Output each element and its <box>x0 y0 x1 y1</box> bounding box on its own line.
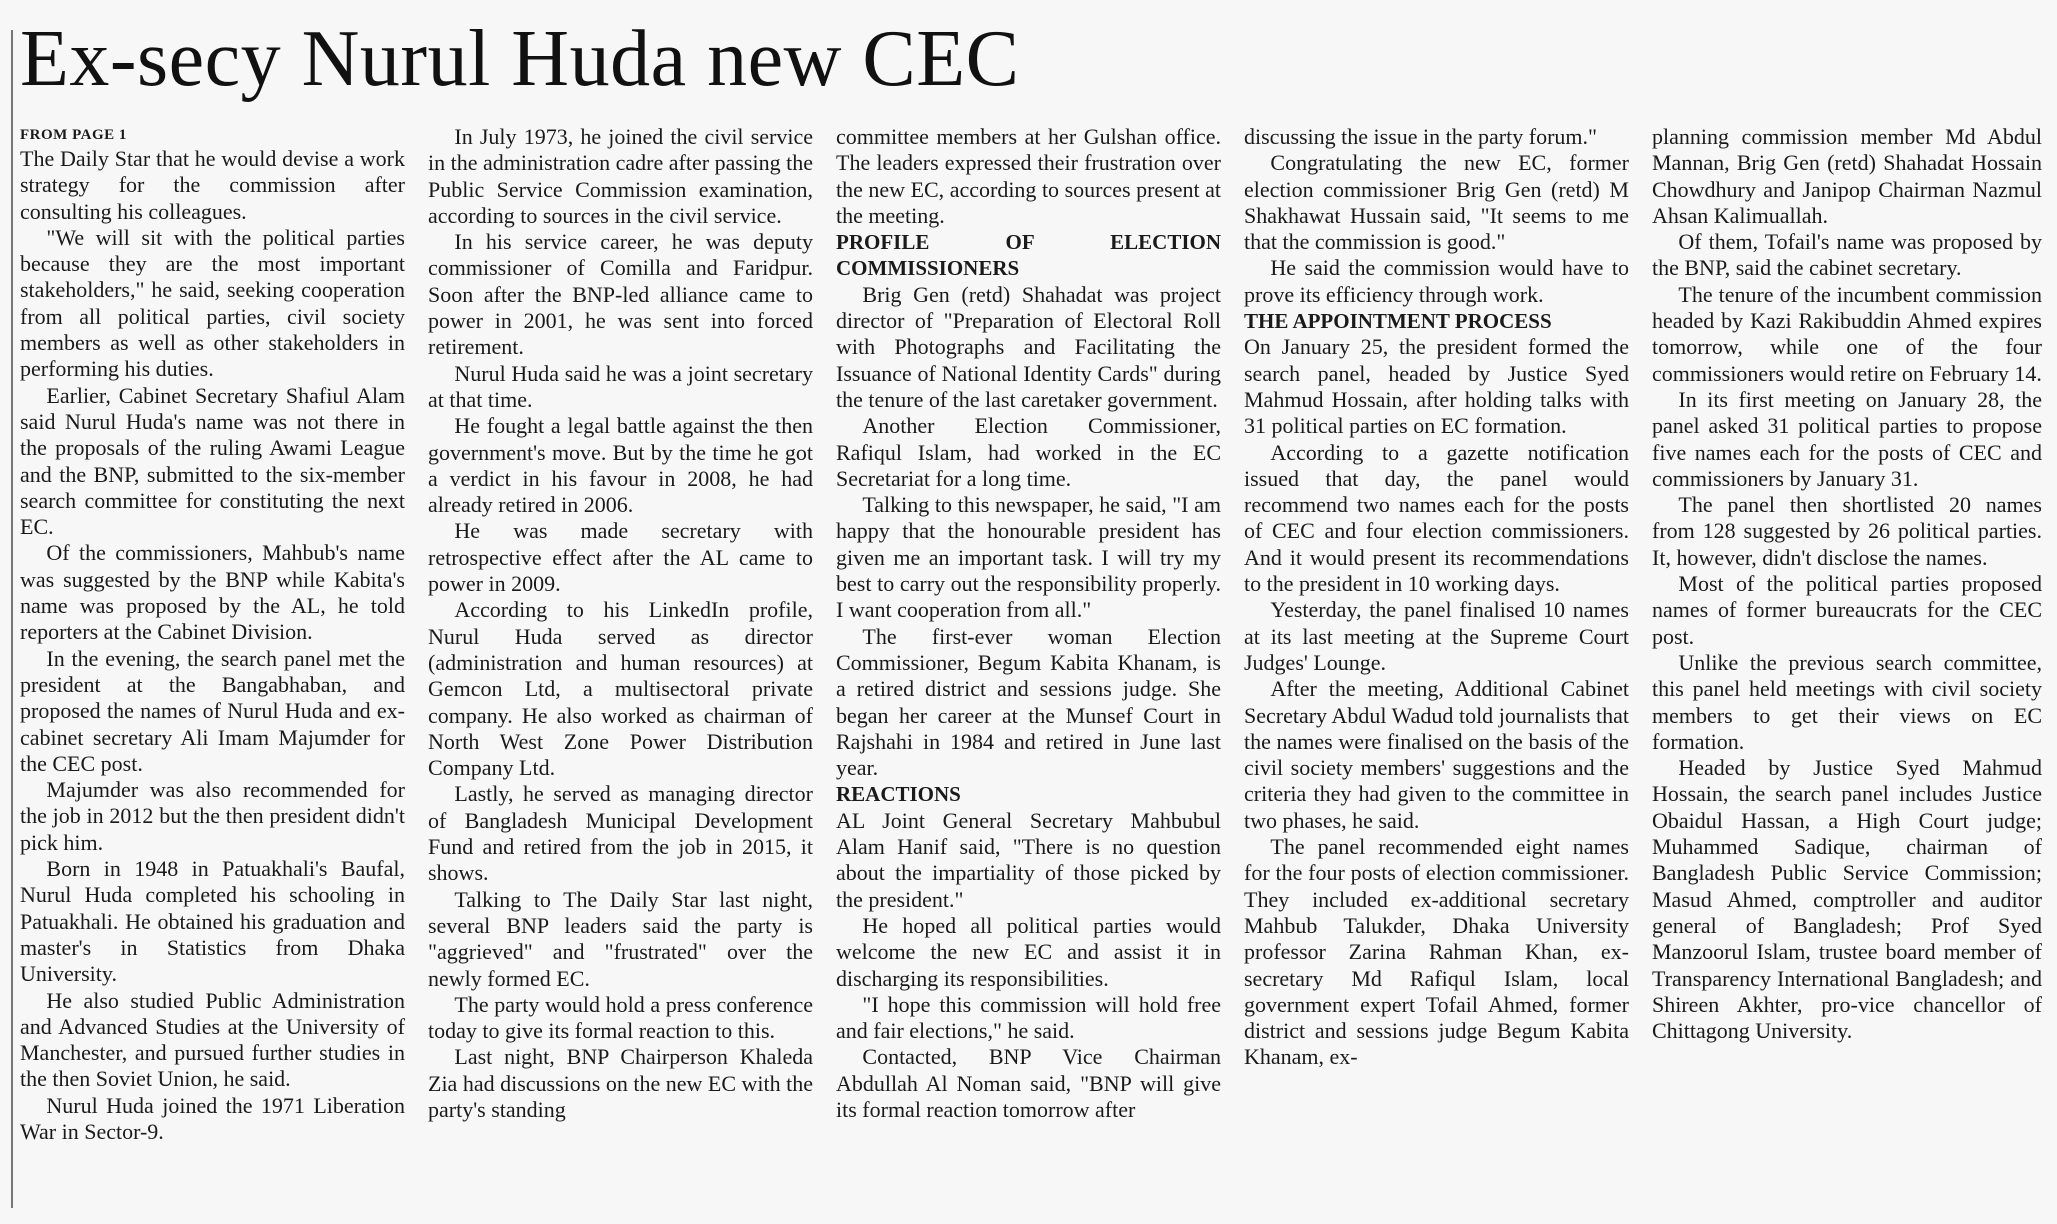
paragraph: After the meeting, Additional Cabinet Secretary Abdul Wadud told journalists that the names were finalised on the basis of the civil society members' suggestions and the criteria they had given to the committee in two phases, he said. <box>1244 676 1629 833</box>
section-heading: REACTIONS <box>836 782 961 807</box>
paragraph: Unlike the previous search committee, this panel held meetings with civil society members to get their views on EC formation. <box>1652 649 2042 754</box>
paragraph: The tenure of the incumbent commission headed by Kazi Rakibuddin Ahmed expires tomorrow, while one of the four commissioners would retire on February 14. <box>1652 281 2042 386</box>
paragraph: discussing the issue in the party forum." <box>1244 124 1597 149</box>
paragraph: He hoped all political parties would welcome the new EC and assist it in discharging its responsibilities. <box>836 912 1221 991</box>
article-column-2 <box>428 124 813 1204</box>
paragraph: Contacted, BNP Vice Chairman Abdullah Al Noman said, "BNP will give its formal reaction tomorrow after <box>836 1044 1221 1122</box>
paragraph: Born in 1948 in Patuakhali's Baufal, Nurul Huda completed his schooling in Patuakhali. He obtained his graduation and master's in Statistics from Dhaka University. <box>20 856 405 987</box>
paragraph: "I hope this commission will hold free and fair elections," he said. <box>836 991 1221 1044</box>
paragraph: Yesterday, the panel finalised 10 names at its last meeting at the Supreme Court Judges' Lounge. <box>1244 597 1629 675</box>
section-heading: PROFILE OF ELECTION COMMISSIONERS <box>836 230 1221 281</box>
paragraph: Brig Gen (retd) Shahadat was project director of "Preparation of Electoral Roll with Photographs and Facilitating the Issuance of National Identity Cards" during the tenure of the last caretaker government. <box>836 281 1221 412</box>
paragraph: The panel recommended eight names for the four posts of election commissioner. They included ex-additional secretary Mahbub Talukder, Dhaka University professor Zarina Rahman Khan, ex-secretary Md Rafiqul Islam, local government expert Tofail Ahmed, former district and sessions judge Begum Kabita Khanam, ex- <box>1244 834 1629 1070</box>
page-continuation-kicker: FROM PAGE 1 <box>20 127 127 143</box>
paragraph: AL Joint General Secretary Mahbubul Alam Hanif said, "There is no question about the impartiality of those picked by the president." <box>836 807 1221 912</box>
headline: Ex-secy Nurul Huda new CEC <box>20 15 1020 103</box>
section-heading: THE APPOINTMENT PROCESS <box>1244 309 1552 334</box>
paragraph: On January 25, the president formed the search panel, headed by Justice Syed Mahmud Hossain, after holding talks with 31 political parties on EC formation. <box>1244 334 1629 439</box>
paragraph: Another Election Commissioner, Rafiqul Islam, had worked in the EC Secretariat for a long time. <box>836 413 1221 491</box>
paragraph: He said the commission would have to prove its efficiency through work. <box>1244 255 1629 307</box>
paragraph: He also studied Public Administration and Advanced Studies at the University of Manchester, and pursued further studies in the then Soviet Union, he said. <box>20 987 405 1092</box>
paragraph: Talking to this newspaper, he said, "I am happy that the honourable president has given me an important task. I will try my best to carry out the responsibility properly. I want cooperation from all." <box>836 492 1221 623</box>
article-column-1 <box>20 124 405 1204</box>
paragraph: "We will sit with the political parties because they are the most important stakeholders," he said, seeking cooperation from all political parties, civil society members as well as other stakeholders in performing his duties. <box>20 224 405 382</box>
paragraph: He fought a legal battle against the then government's move. But by the time he got a verdict in his favour in 2008, he had already retired in 2006. <box>428 413 813 518</box>
paragraph: Of the commissioners, Mahbub's name was suggested by the BNP while Kabita's name was proposed by the AL, he told reporters at the Cabinet Division. <box>20 540 405 645</box>
paragraph: The panel then shortlisted 20 names from 128 suggested by 26 political parties. It, however, didn't disclose the names. <box>1652 492 2042 570</box>
paragraph: The party would hold a press conference today to give its formal reaction to this. <box>428 991 813 1044</box>
paragraph: Nurul Huda joined the 1971 Liberation War in Sector-9. <box>20 1092 405 1144</box>
paragraph: planning commission member Md Abdul Mannan, Brig Gen (retd) Shahadat Hossain Chowdhury and Janipop Chairman Nazmul Ahsan Kalimuallah. <box>1652 124 2042 228</box>
article-column-5 <box>1652 124 2042 1204</box>
paragraph: Last night, BNP Chairperson Khaleda Zia had discussions on the new EC with the party's standing <box>428 1044 813 1122</box>
paragraph: committee members at her Gulshan office. The leaders expressed their frustration over the new EC, according to sources present at the meeting. <box>836 124 1221 228</box>
paragraph: Congratulating the new EC, former election commissioner Brig Gen (retd) M Shakhawat Hussain said, "It seems to me that the commission is good." <box>1244 150 1629 255</box>
paragraph: In his service career, he was deputy commissioner of Comilla and Faridpur. Soon after the BNP-led alliance came to power in 2001, he was sent into forced retirement. <box>428 229 813 360</box>
paragraph: Earlier, Cabinet Secretary Shafiul Alam said Nurul Huda's name was not there in the proposals of the ruling Awami League and the BNP, submitted to the six-member search committee for constituting the next EC. <box>20 382 405 540</box>
paragraph: In July 1973, he joined the civil service in the administration cadre after passing the Public Service Commission examination, according to sources in the civil service. <box>428 124 813 228</box>
paragraph: According to a gazette notification issued that day, the panel would recommend two names each for the posts of CEC and four election commissioners. And it would present its recommendations to the president in 10 working days. <box>1244 439 1629 597</box>
column-rule <box>11 30 13 1208</box>
paragraph: In its first meeting on January 28, the panel asked 31 political parties to propose five names each for the posts of CEC and commissioners by January 31. <box>1652 386 2042 491</box>
article-column-3 <box>836 124 1221 1204</box>
paragraph: Majumder was also recommended for the job in 2012 but the then president didn't pick him. <box>20 777 405 855</box>
paragraph: Talking to The Daily Star last night, several BNP leaders said the party is "aggrieved" and "frustrated" over the newly formed EC. <box>428 886 813 991</box>
paragraph: He was made secretary with retrospective effect after the AL came to power in 2009. <box>428 518 813 597</box>
paragraph: Of them, Tofail's name was proposed by the BNP, said the cabinet secretary. <box>1652 229 2042 281</box>
paragraph: Headed by Justice Syed Mahmud Hossain, the search panel includes Justice Obaidul Hassan, a High Court judge; Muhammed Sadique, chairman of Bangladesh Public Service Commission; Masud Ahmed, comptroller and auditor general of Bangladesh; Prof Syed Manzoorul Islam, trustee board member of Transparency International Bangladesh; and Shireen Akhter, pro-vice chancellor of Chittagong University. <box>1652 755 2042 1044</box>
paragraph: The Daily Star that he would devise a work strategy for the commission after consulting his colleagues. <box>20 146 405 224</box>
article-column-4 <box>1244 124 1629 1204</box>
paragraph: According to his LinkedIn profile, Nurul Huda served as director (administration and human resources) at Gemcon Ltd, a multisectoral private company. He also worked as chairman of North West Zone Power Distribution Company Ltd. <box>428 597 813 781</box>
paragraph: In the evening, the search panel met the president at the Bangabhaban, and proposed the names of Nurul Huda and ex-cabinet secretary Ali Imam Majumder for the CEC post. <box>20 645 405 776</box>
paragraph: Most of the political parties proposed names of former bureaucrats for the CEC post. <box>1652 571 2042 649</box>
paragraph: The first-ever woman Election Commissioner, Begum Kabita Khanam, is a retired district and sessions judge. She began her career at the Munsef Court in Rajshahi in 1984 and retired in June last year. <box>836 623 1221 781</box>
paragraph: Lastly, he served as managing director of Bangladesh Municipal Development Fund and retired from the job in 2015, it shows. <box>428 781 813 886</box>
paragraph: Nurul Huda said he was a joint secretary at that time. <box>428 360 813 412</box>
